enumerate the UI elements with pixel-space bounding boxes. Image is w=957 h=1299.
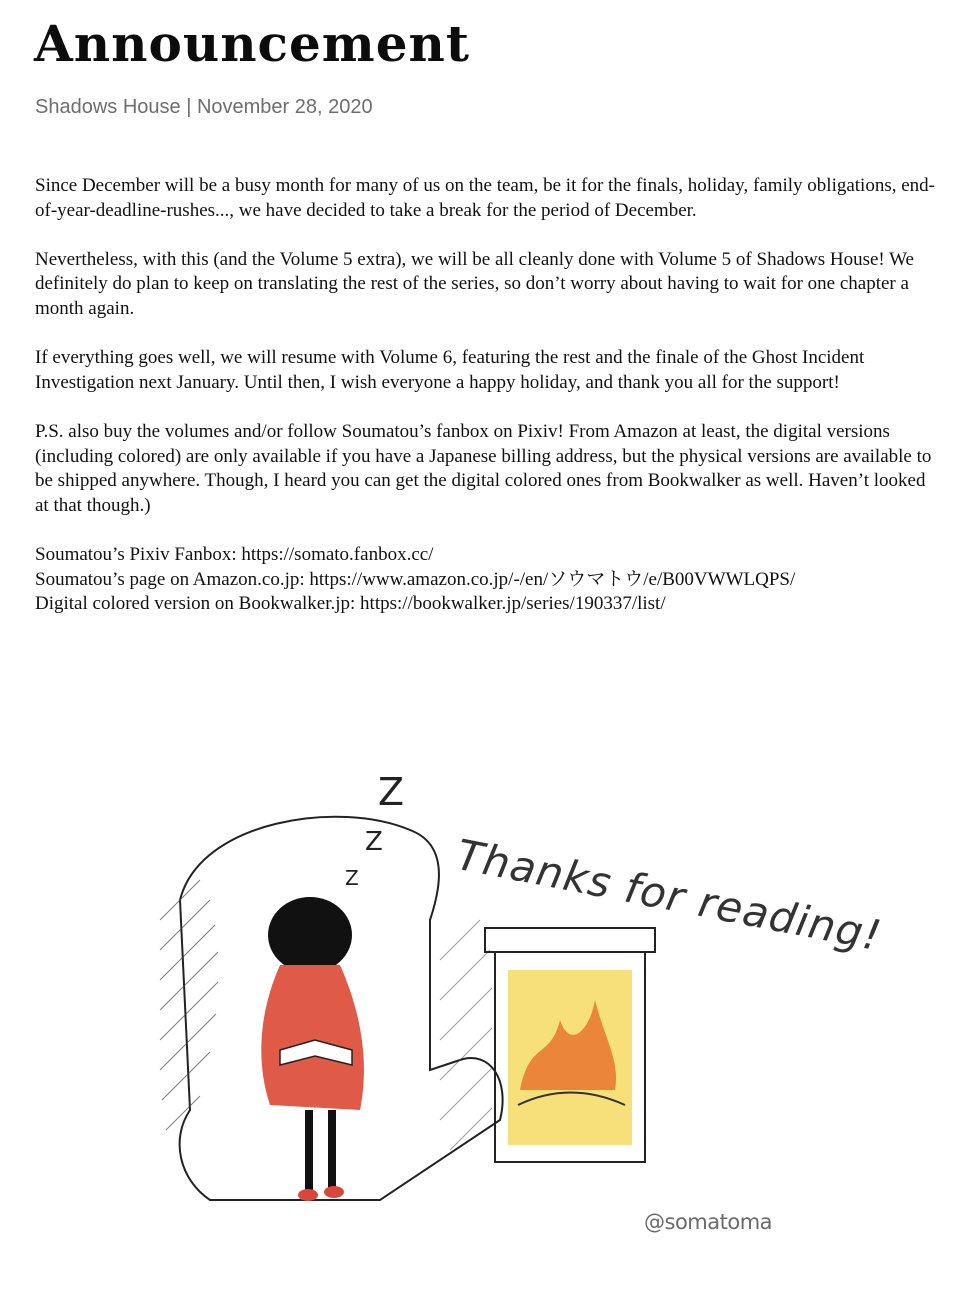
girl-shoe — [298, 1189, 318, 1201]
wall-hatching — [440, 920, 492, 1150]
page-title: Announcement — [34, 14, 470, 73]
paragraph: Nevertheless, with this (and the Volume 5 extra), we will be all cleanly done with Volume 5 of Shadows House! We definitely do plan to keep on translating the rest of the series, so don’t worry about having to wait for one chapter a month again. — [35, 248, 914, 319]
thanks-caption: Thanks for reading! — [452, 830, 886, 961]
hair-bun — [280, 910, 300, 930]
post-body — [35, 174, 935, 617]
amazon-link[interactable]: Soumatou’s page on Amazon.co.jp: https://www.amazon.co.jp/-/en/ソウマトウ/e/B00VWWLQPS/ — [35, 568, 796, 590]
bookwalker-link[interactable]: Digital colored version on Bookwalker.jp: https://bookwalker.jp/series/190337/list/ — [35, 593, 666, 615]
girl-dress — [261, 965, 364, 1110]
fanbox-link[interactable]: Soumatou’s Pixiv Fanbox: https://somato.fanbox.cc/ — [35, 543, 434, 565]
girl-hair — [268, 897, 352, 973]
artist-handle: @somatoma — [644, 1210, 773, 1234]
sleep-z: Z — [365, 827, 383, 857]
fireplace-mantel — [485, 928, 655, 952]
girl-legs — [328, 1110, 336, 1190]
paragraph: P.S. also buy the volumes and/or follow Soumatou’s fanbox on Pixiv! From Amazon at least, the digital versions (including colored) are only available if you have a Japanese billing address, but the physical versions are available to be shipped anywhere. Though, I heard you can get the digital colored ones from Bookwalker as well. Haven’t looked at that though.) — [35, 420, 932, 516]
sleep-z: Z — [345, 866, 359, 890]
post-meta: Shadows House | November 28, 2020 — [35, 96, 373, 118]
paragraph: Since December will be a busy month for many of us on the team, be it for the finals, holiday, family obligations, end-of-year-deadline-rushes..., we have decided to take a break for the period of December. — [35, 175, 935, 221]
paragraph: If everything goes well, we will resume with Volume 6, featuring the rest and the finale of the Ghost Incident Investigation next January. Until then, I wish everyone a happy holiday, and thank you all for the support! — [35, 347, 865, 393]
sleeping-girl-illustration — [140, 760, 840, 1240]
girl-shoe — [324, 1186, 344, 1198]
link-list — [35, 543, 935, 617]
girl-legs — [305, 1110, 313, 1190]
sleep-z: Z — [378, 770, 405, 814]
